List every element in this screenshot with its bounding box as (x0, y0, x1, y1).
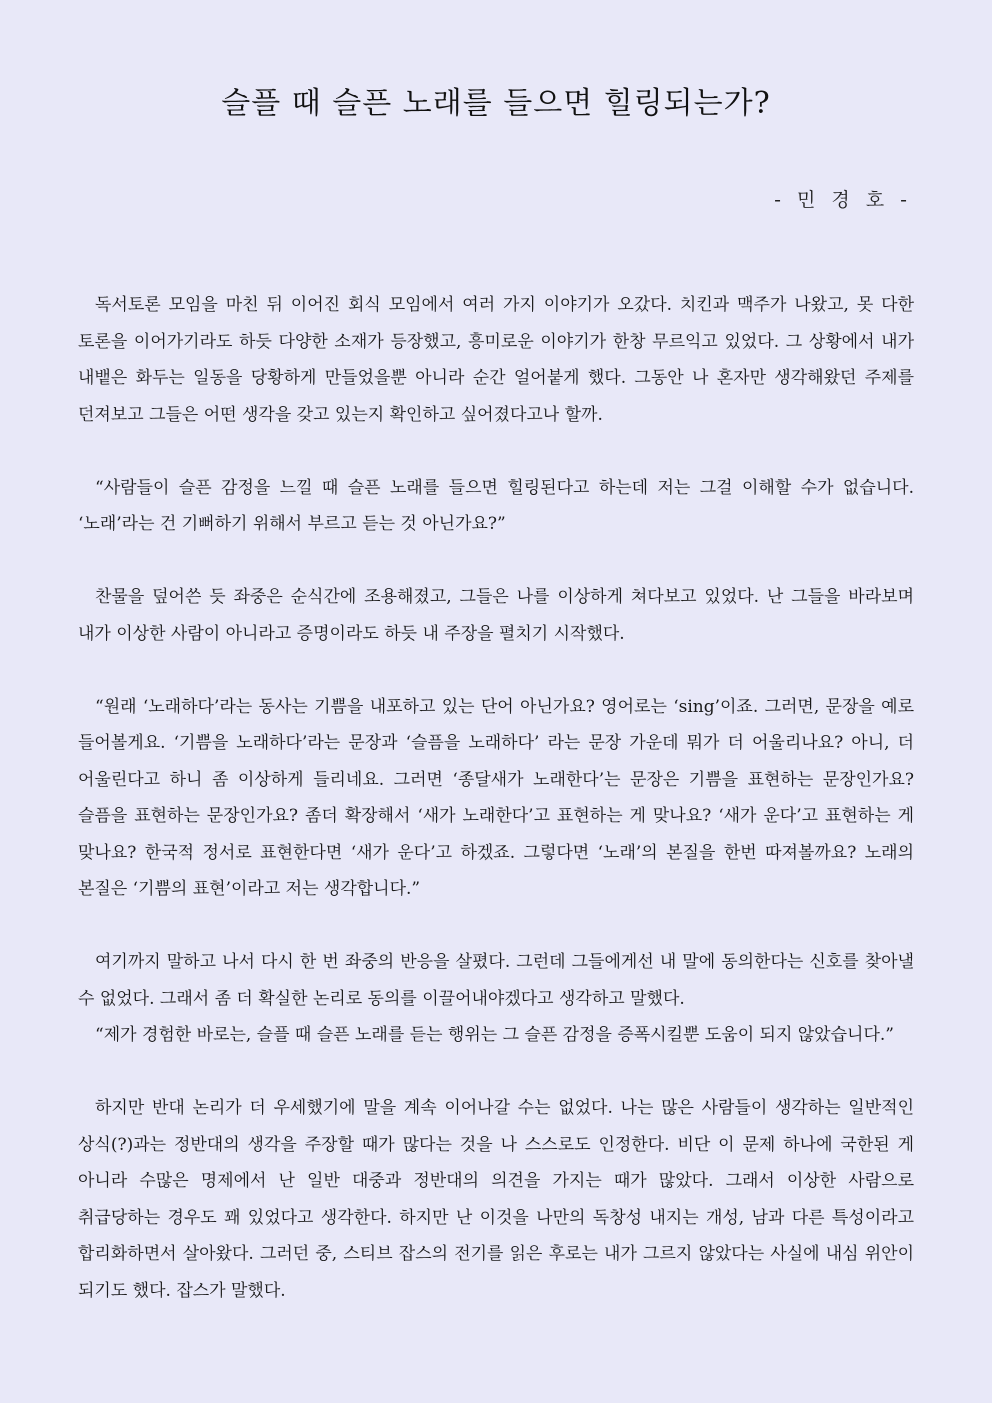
paragraph-gap (78, 543, 914, 580)
paragraph-gap (78, 652, 914, 689)
paragraph-gap (78, 908, 914, 945)
paragraph: 여기까지 말하고 나서 다시 한 번 좌중의 반응을 살폈다. 그런데 그들에게선 내 말에 동의한다는 신호를 찾아낼 수 없었다. 그래서 좀 더 확실한 논리로 동의를 이끌어내야겠다고 생각하고 말했다. (78, 952, 914, 1009)
paragraph-quote: “제가 경험한 바로는, 슬플 때 슬픈 노래를 듣는 행위는 그 슬픈 감정을 증폭시킬뿐 도움이 되지 않았습니다.” (95, 1025, 894, 1045)
document-title: 슬플 때 슬픈 노래를 들으면 힐링되는가? (221, 86, 771, 121)
paragraph: 찬물을 덮어쓴 듯 좌중은 순식간에 조용해졌고, 그들은 나를 이상하게 쳐다보고 있었다. 난 그들을 바라보며 내가 이상한 사람이 아니라고 증명이라도 하듯 내 주장을 펼치기 시작했다. (78, 587, 914, 644)
author-line: - 민 경 호 - (774, 189, 912, 211)
paragraph-quote: “사람들이 슬픈 감정을 느낄 때 슬픈 노래를 들으면 힐링된다고 하는데 저는 그걸 이해할 수가 없습니다. ‘노래’라는 건 기뻐하기 위해서 부르고 듣는 것 아닌가요?” (78, 477, 914, 534)
paragraph: 독서토론 모임을 마친 뒤 이어진 회식 모임에서 여러 가지 이야기가 오갔다. 치킨과 맥주가 나왔고, 못 다한 토론을 이어가기라도 하듯 다양한 소재가 등장했고, 흥미로운 이야기가 한창 무르익고 있었다. 그 상황에서 내가 내뱉은 화두는 일동을 당황하게 만들었을뿐 아니라 순간 얼어붙게 했다. 그동안 나 혼자만 생각해왔던 주제를 던져보고 그들은 어떤 생각을 갖고 있는지 확인하고 싶어졌다고나 할까. (78, 295, 914, 425)
paragraph-quote: “원래 ‘노래하다’라는 동사는 기쁨을 내포하고 있는 단어 아닌가요? 영어로는 ‘sing’이죠. 그러면, 문장을 예로 들어볼게요. ‘기쁨을 노래하다’라는 문장과 ‘슬픔을 노래하다’ 라는 문장 가운데 뭐가 더 어울리나요? 아니, 더 어울린다고 하니 좀 이상하게 들리네요. 그러면 ‘종달새가 노래한다’는 문장은 기쁨을 표현하는 문장인가요? 슬픔을 표현하는 문장인가요? 좀더 확장해서 ‘새가 노래한다’고 표현하는 게 맞나요? ‘새가 운다’고 표현하는 게 맞나요? 한국적 정서로 표현한다면 ‘새가 운다’고 하겠죠. 그렇다면 ‘노래’의 본질을 한번 따져볼까요? 노래의 본질은 ‘기쁨의 표현’이라고 저는 생각합니다.” (78, 696, 914, 899)
paragraph-gap (78, 433, 914, 470)
paragraph-gap (78, 1054, 914, 1091)
document-body (78, 287, 914, 1309)
paragraph: 하지만 반대 논리가 더 우세했기에 말을 계속 이어나갈 수는 없었다. 나는 많은 사람들이 생각하는 일반적인 상식(?)과는 정반대의 생각을 주장할 때가 많다는 것을 나 스스로도 인정한다. 비단 이 문제 하나에 국한된 게 아니라 수많은 명제에서 난 일반 대중과 정반대의 의견을 가지는 때가 많았다. 그래서 이상한 사람으로 취급당하는 경우도 꽤 있었다고 생각한다. 하지만 난 이것을 나만의 독창성 내지는 개성, 남과 다른 특성이라고 합리화하면서 살아왔다. 그러던 중, 스티브 잡스의 전기를 읽은 후로는 내가 그르지 않았다는 사실에 내심 위안이 되기도 했다. 잡스가 말했다. (78, 1098, 914, 1301)
